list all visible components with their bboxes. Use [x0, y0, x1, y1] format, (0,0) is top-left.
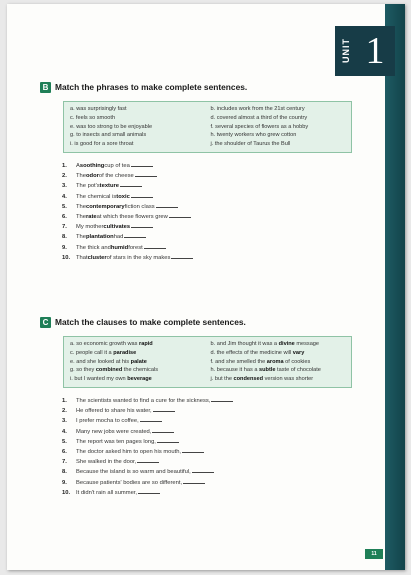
answer-blank[interactable]: [120, 181, 142, 187]
option-item: j. the shoulder of Taurus the Bull: [210, 141, 291, 148]
section-b-sentence-list: [62, 161, 370, 263]
section-b-options-left: [70, 105, 205, 149]
answer-blank[interactable]: [135, 171, 157, 177]
option-item: c. people call it a paradise: [70, 349, 137, 356]
list-item: 3. The pot's texture: [62, 181, 370, 191]
answer-blank[interactable]: [156, 202, 178, 208]
section-b-badge: B: [40, 82, 51, 93]
section-b-options-box: [63, 101, 352, 153]
list-item: 2. He offered to share his water,: [62, 406, 370, 416]
section-c-options-box: [63, 336, 352, 388]
option-item: i. is good for a sore throat: [70, 141, 134, 148]
answer-blank[interactable]: [140, 416, 162, 422]
section-c-sentence-list: [62, 396, 370, 498]
answer-blank[interactable]: [157, 437, 179, 443]
list-item: 3. I prefer mocha to coffee,: [62, 416, 370, 426]
answer-blank[interactable]: [182, 447, 204, 453]
list-item: 5. The report was ten pages long,: [62, 437, 370, 447]
answer-blank[interactable]: [137, 457, 159, 463]
list-item: 8. The plantation had: [62, 232, 370, 242]
answer-blank[interactable]: [131, 161, 153, 167]
option-item: a. so economic growth was rapid: [70, 341, 153, 347]
unit-label: UNIT: [341, 38, 351, 64]
page-number: 11: [365, 549, 383, 559]
list-item: 10. That cluster of stars in the sky makes: [62, 253, 370, 263]
option-item: g. so they combined the chemicals: [70, 367, 158, 374]
option-item: d. covered almost a third of the country: [210, 114, 308, 121]
option-item: g. to insects and small animals: [70, 132, 147, 139]
list-item: 1. A soothing cup of tea: [62, 161, 370, 171]
list-item: 7. She walked in the door,: [62, 457, 370, 467]
list-item: 5. The contemporary fiction class: [62, 202, 370, 212]
section-b-options-right: [211, 105, 346, 149]
list-item: 6. The doctor asked him to open his mouth,: [62, 447, 370, 457]
option-item: a. was surprisingly fast: [70, 106, 127, 112]
option-item: i. but I wanted my own beverage: [70, 376, 152, 383]
answer-blank[interactable]: [169, 212, 191, 218]
list-item: 4. Many new jobs were created,: [62, 427, 370, 437]
option-item: e. and she looked at his palate: [70, 358, 147, 365]
list-item: 9. The thick and humid forest: [62, 243, 370, 253]
answer-blank[interactable]: [131, 222, 153, 228]
answer-blank[interactable]: [131, 192, 153, 198]
answer-blank[interactable]: [144, 243, 166, 249]
section-b-header: [40, 81, 370, 93]
answer-blank[interactable]: [192, 467, 214, 473]
answer-blank[interactable]: [138, 488, 160, 494]
section-c-header: [40, 316, 370, 328]
section-c: [40, 316, 370, 498]
list-item: 8. Because the island is so warm and beautiful,: [62, 467, 370, 477]
option-item: h. because it has a subtle taste of chocolate: [210, 367, 321, 374]
answer-blank[interactable]: [153, 406, 175, 412]
section-c-badge: C: [40, 317, 51, 328]
page-edge-band: [385, 4, 405, 570]
answer-blank[interactable]: [171, 253, 193, 259]
section-c-title: Match the clauses to make complete sentences.: [55, 317, 246, 327]
list-item: 2. The odor of the cheese: [62, 171, 370, 181]
option-item: e. was too strong to be enjoyable: [70, 123, 153, 130]
unit-number: 1: [365, 30, 385, 72]
section-b: [40, 81, 370, 263]
option-item: f. and she smelled the aroma of cookies: [210, 358, 311, 365]
option-item: h. twenty workers who grew cotton: [210, 132, 297, 139]
workbook-page: [7, 4, 405, 570]
option-item: b. includes work from the 21st century: [210, 106, 305, 112]
unit-tab: [335, 26, 395, 76]
option-item: b. and Jim thought it was a divine message: [210, 341, 320, 347]
option-item: c. feels so smooth: [70, 114, 116, 121]
list-item: 1. The scientists wanted to find a cure for the sickness,: [62, 396, 370, 406]
option-item: d. the effects of the medicine will vary: [210, 349, 305, 356]
answer-blank[interactable]: [152, 427, 174, 433]
list-item: 10. It didn't rain all summer,: [62, 488, 370, 498]
section-b-title: Match the phrases to make complete sentences.: [55, 82, 248, 92]
section-c-options-right: [211, 340, 346, 384]
list-item: 7. My mother cultivates: [62, 222, 370, 232]
answer-blank[interactable]: [183, 478, 205, 484]
option-item: j. but the condensed version was shorter: [210, 376, 314, 383]
option-item: f. several species of flowers as a hobby: [210, 123, 309, 130]
list-item: 4. The chemical is toxic: [62, 192, 370, 202]
list-item: 9. Because patients' bodies are so different,: [62, 478, 370, 488]
section-c-options-left: [70, 340, 205, 384]
list-item: 6. The rate at which these flowers grew: [62, 212, 370, 222]
answer-blank[interactable]: [124, 232, 146, 238]
answer-blank[interactable]: [211, 396, 233, 402]
